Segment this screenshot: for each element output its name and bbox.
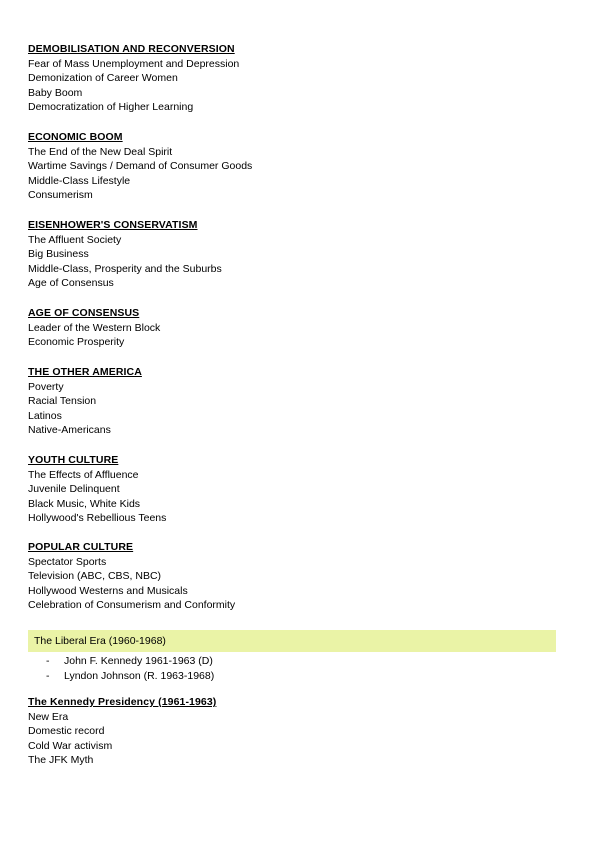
section-youth-culture [28, 453, 568, 526]
list-item: Television (ABC, CBS, NBC) [28, 570, 162, 583]
section-eisenhower [28, 218, 568, 291]
section-kennedy-presidency [28, 695, 568, 768]
list-item: Cold War activism [28, 739, 113, 752]
list-item: Leader of the Western Block [28, 321, 161, 334]
bullet-item [46, 654, 214, 669]
list-item: Hollywood's Rebellious Teens [28, 512, 167, 525]
section-demobilisation [28, 42, 568, 115]
bullet-text: Lyndon Johnson (R. 1963-1968) [64, 669, 215, 682]
list-item: Celebration of Consumerism and Conformity [28, 599, 236, 612]
section-heading: AGE OF CONSENSUS [28, 307, 140, 319]
list-item: Big Business [28, 248, 89, 261]
bullet-text: John F. Kennedy 1961-1963 (D) [64, 655, 213, 667]
list-item: Fear of Mass Unemployment and Depression [28, 57, 240, 70]
section-age-of-consensus [28, 306, 568, 350]
list-item: Black Music, White Kids [28, 497, 141, 510]
list-item: Middle-Class Lifestyle [28, 174, 131, 187]
section-heading: YOUTH CULTURE [28, 454, 119, 466]
list-item: Poverty [28, 380, 64, 393]
list-item: Democratization of Higher Learning [28, 101, 194, 114]
section-heading: ECONOMIC BOOM [28, 131, 123, 143]
section-other-america [28, 365, 568, 438]
section-heading: POPULAR CULTURE [28, 541, 134, 553]
liberal-era-banner [28, 630, 556, 652]
section-heading: The Kennedy Presidency (1961-1963) [28, 696, 217, 708]
section-popular-culture [28, 540, 568, 613]
list-item: Latinos [28, 409, 62, 422]
list-item: Economic Prosperity [28, 336, 125, 349]
section-heading: THE OTHER AMERICA [28, 366, 142, 378]
bullet-item [46, 669, 214, 684]
list-item: The End of the New Deal Spirit [28, 145, 173, 158]
list-item: New Era [28, 710, 69, 723]
list-item: Native-Americans [28, 424, 111, 437]
list-item: Hollywood Westerns and Musicals [28, 584, 188, 597]
list-item: The JFK Myth [28, 754, 94, 767]
list-item: Spectator Sports [28, 555, 107, 568]
section-heading: EISENHOWER'S CONSERVATISM [28, 219, 198, 231]
list-item: Consumerism [28, 189, 93, 202]
list-item: Wartime Savings / Demand of Consumer Goods [28, 160, 253, 173]
section-heading: DEMOBILISATION AND RECONVERSION [28, 43, 235, 55]
liberal-era-bullet-list [46, 654, 214, 683]
list-item: Middle-Class, Prosperity and the Suburbs [28, 262, 222, 275]
list-item: Age of Consensus [28, 277, 114, 290]
list-item: Demonization of Career Women [28, 72, 178, 85]
liberal-era-title: The Liberal Era (1960-1968) [34, 635, 166, 647]
bullet-marker: - [46, 669, 50, 682]
list-item: Domestic record [28, 725, 105, 738]
list-item: The Affluent Society [28, 233, 122, 246]
list-item: The Effects of Affluence [28, 468, 139, 481]
list-item: Juvenile Delinquent [28, 483, 120, 496]
list-item: Racial Tension [28, 395, 97, 408]
section-economic-boom [28, 130, 568, 203]
list-item: Baby Boom [28, 86, 83, 99]
bullet-marker: - [46, 655, 50, 667]
